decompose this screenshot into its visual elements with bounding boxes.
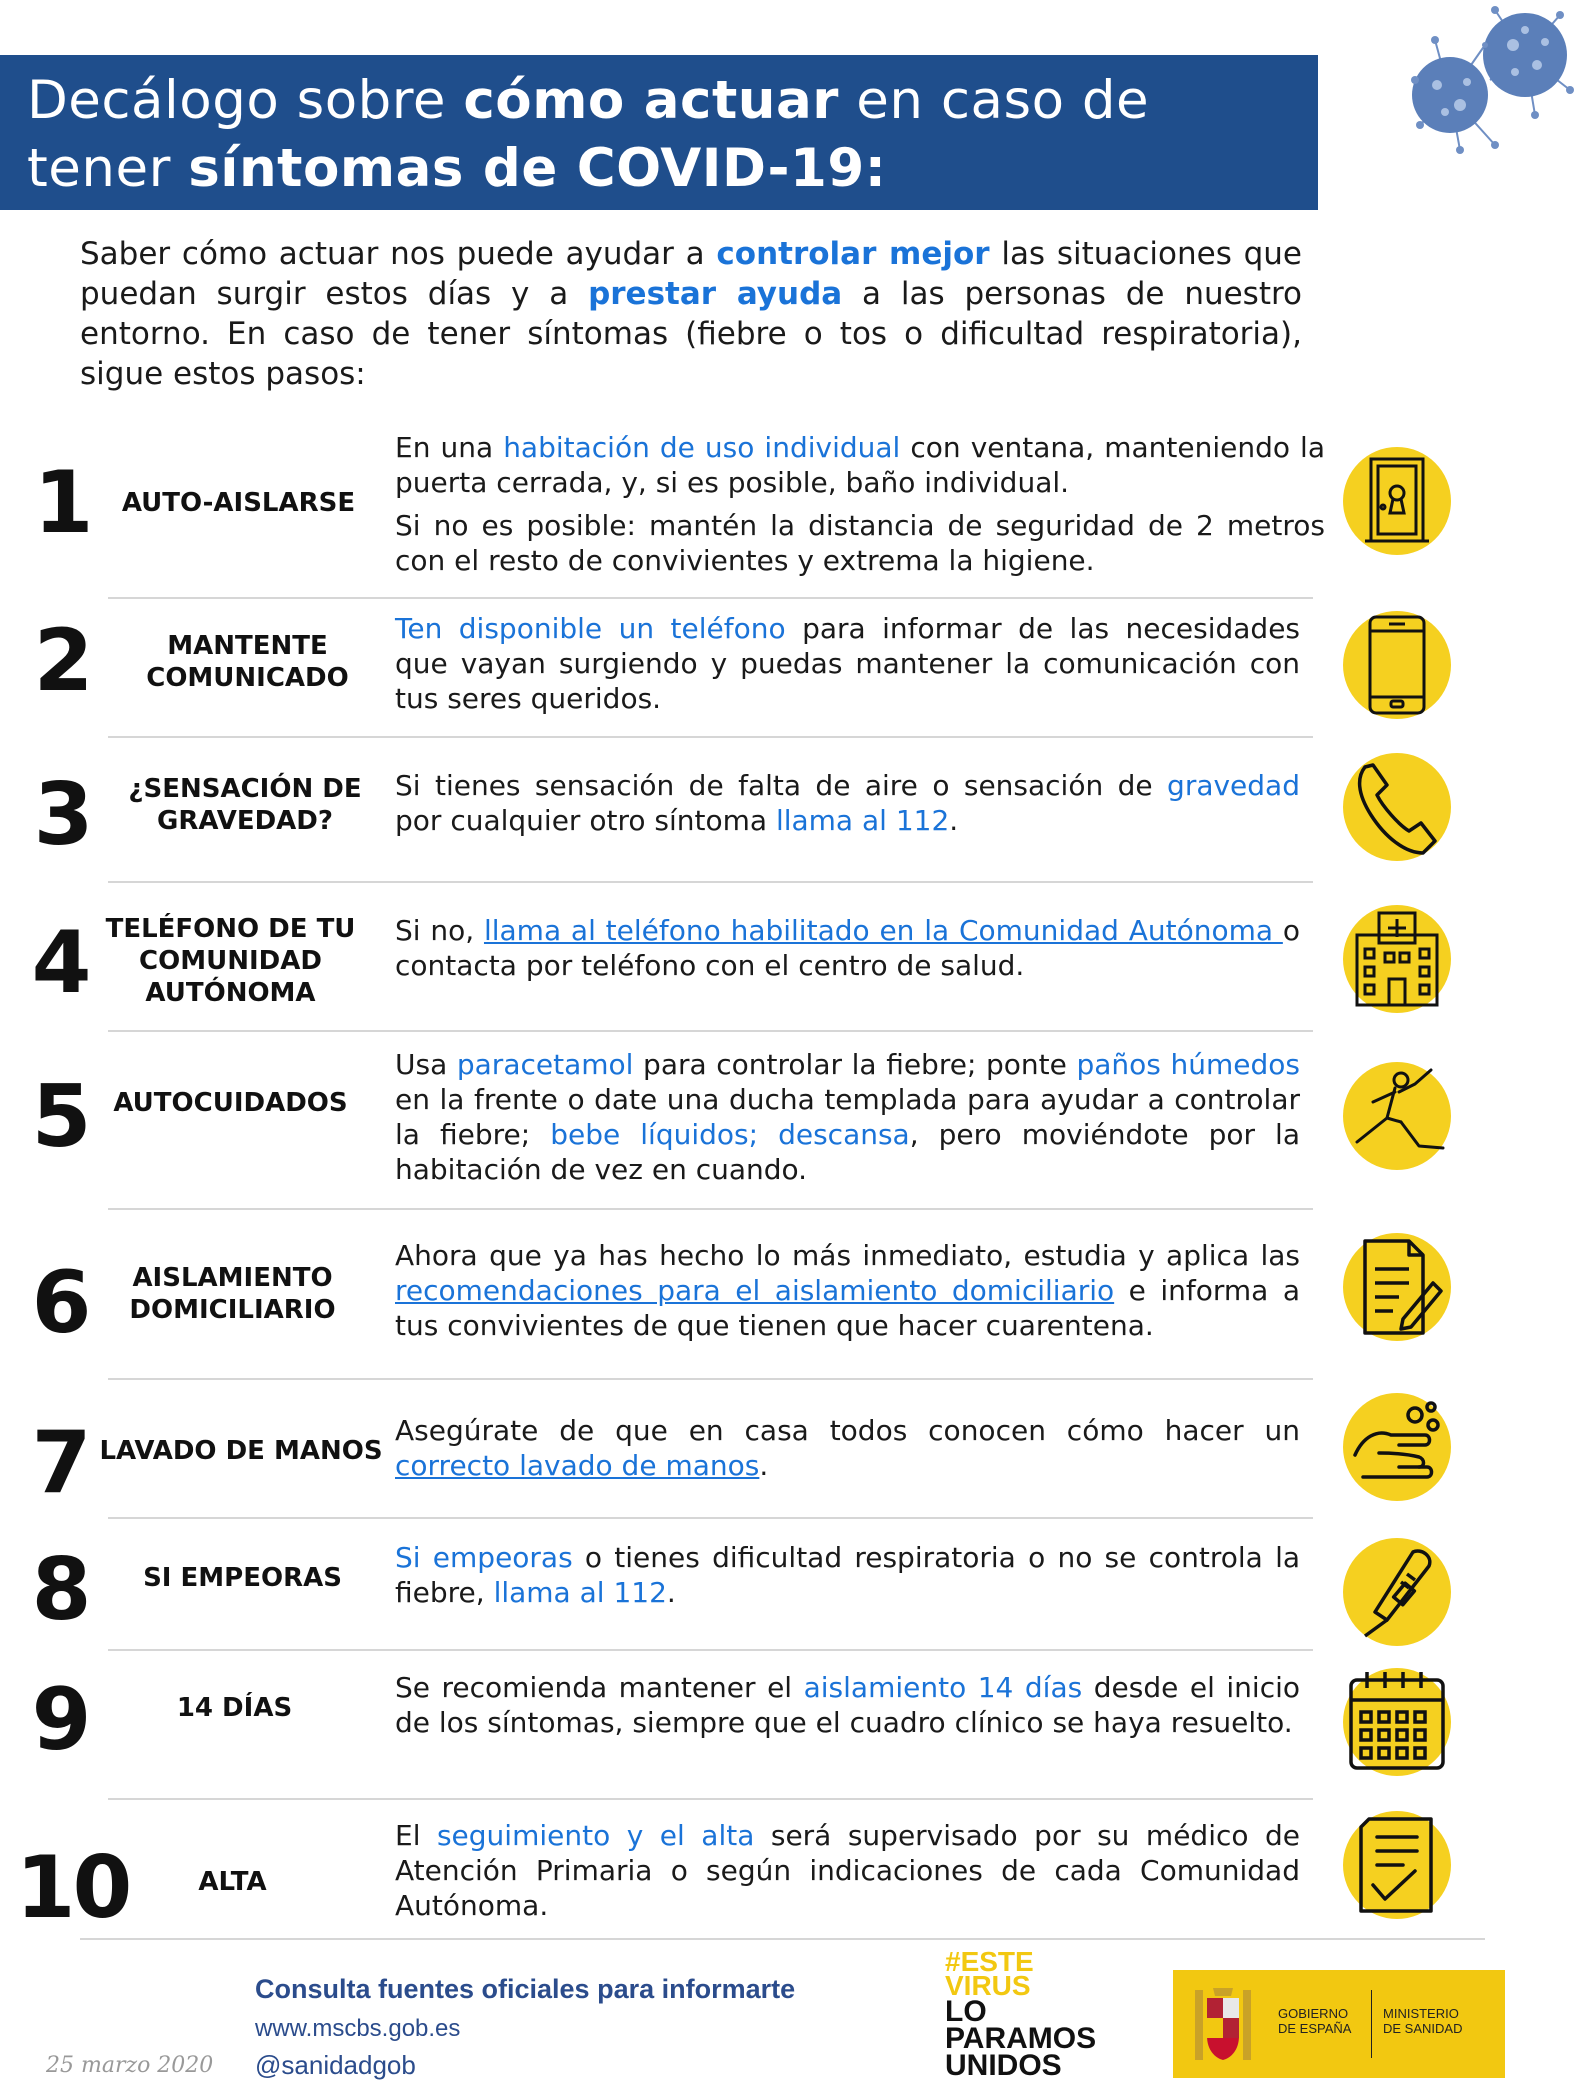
step-number: 8 [31, 1540, 89, 1640]
publication-date: 25 marzo 2020 [46, 2053, 214, 2078]
twitter-handle-link[interactable]: @sanidadgob [255, 2050, 416, 2080]
ministry-name: MINISTERIO DE SANIDAD [1383, 2006, 1463, 2036]
step-text: Usa paracetamol para controlar la fiebre; ponte paños húmedos en la frente o date una ducha templada para ayudar a controlar la fiebre; bebe líquidos; descansa, pero moviéndote por la habitación de vez en cuando. [395, 1048, 1301, 1186]
divider [108, 736, 1313, 738]
step-number: 6 [31, 1253, 89, 1353]
step-label: AUTOCUIDADOS [113, 1088, 348, 1118]
smartphone-icon [1343, 611, 1451, 719]
home-isolation-recommendations-link[interactable]: recomendaciones para el aislamiento domiciliario [395, 1274, 1115, 1307]
footer-divider [80, 1938, 1485, 1940]
thermometer-icon [1343, 1538, 1451, 1646]
campaign-slogan-line-2: PARAMOS [945, 2022, 1097, 2055]
step-text: Ten disponible un teléfono para informar de las necesidades que vayan surgiendo y puedas mantener la comunicación con tus seres queridos. [395, 612, 1301, 715]
government-logo [1173, 1970, 1505, 2078]
steps-list [0, 425, 1575, 1940]
step-number: 1 [33, 453, 91, 553]
step-number: 4 [31, 913, 89, 1013]
step-number: 9 [31, 1670, 89, 1770]
campaign-slogan-line-3: UNIDOS [945, 2049, 1062, 2082]
step-text: Asegúrate de que en casa todos conocen cómo hacer un correcto lavado de manos. [395, 1414, 1300, 1482]
handwashing-icon [1343, 1393, 1451, 1501]
step-number: 7 [31, 1413, 89, 1513]
campaign-hashtag-line-2: VIRUS [945, 1970, 1031, 2001]
logo-separator [1371, 1990, 1372, 2058]
step-label: LAVADO DE MANOS [99, 1436, 383, 1466]
page-title-line-2: tener síntomas de COVID-19: [27, 138, 887, 199]
title-banner [0, 55, 1318, 210]
government-name: GOBIERNO DE ESPAÑA [1278, 2006, 1352, 2036]
door-keyhole-icon [1343, 447, 1451, 555]
campaign-hashtag-line-1: #ESTE [945, 1946, 1034, 1977]
footer-title: Consulta fuentes oficiales para informarte [255, 1974, 796, 2004]
step-text: Si no, llama al teléfono habilitado en la Comunidad Autónoma o contacta por teléfono con el centro de salud. [395, 914, 1300, 982]
virus-illustration-icon [1375, 0, 1575, 185]
page-title-line-1: Decálogo sobre cómo actuar en caso de [27, 70, 1150, 131]
handwashing-guide-link[interactable]: correcto lavado de manos [395, 1449, 760, 1482]
step-number: 5 [31, 1067, 89, 1167]
step-number: 10 [15, 1838, 130, 1938]
divider [108, 1030, 1313, 1032]
step-text: Ahora que ya has hecho lo más inmediato, estudia y aplica las recomendaciones para el aislamiento domiciliario e informa a tus convivientes de que tienen que hacer cuarentena. [395, 1239, 1300, 1342]
hospital-icon [1343, 905, 1451, 1013]
step-label: ALTA [198, 1867, 267, 1897]
campaign-logo [945, 1946, 1155, 2082]
step-label: AISLAMIENTO DOMICILIARIO [129, 1263, 336, 1325]
step-text: Si empeoras o tienes dificultad respiratoria o no se controla la fiebre, llama al 112. [395, 1541, 1301, 1609]
divider [108, 1208, 1313, 1210]
coat-of-arms-icon [1191, 1984, 1255, 2066]
divider [108, 881, 1313, 883]
step-label: ¿SENSACIÓN DE GRAVEDAD? [128, 774, 362, 836]
step-text: En una habitación de uso individual con ventana, manteniendo la puerta cerrada, y, si es posible, baño individual. Si no es posible: mantén la distancia de seguridad de 2 metros con el resto de convivientes y extrema la higiene. [395, 431, 1325, 577]
divider [108, 1378, 1313, 1380]
step-text: Se recomienda mantener el aislamiento 14 días desde el inicio de los síntomas, siempre que el cuadro clínico se haya resuelto. [395, 1671, 1300, 1739]
document-pen-icon [1343, 1233, 1451, 1341]
step-label: SI EMPEORAS [143, 1563, 342, 1593]
step-text: El seguimiento y el alta será supervisado por su médico de Atención Primaria o según indicaciones de cada Comunidad Autónoma. [395, 1819, 1300, 1922]
step-label: 14 DÍAS [176, 1693, 293, 1723]
divider [108, 597, 1313, 599]
divider [108, 1517, 1313, 1519]
divider [108, 1798, 1313, 1800]
step-number: 3 [33, 765, 91, 865]
step-label: AUTO-AISLARSE [121, 488, 356, 518]
step-label: TELÉFONO DE TU COMUNIDAD AUTÓNOMA [105, 914, 356, 1008]
calendar-icon [1343, 1668, 1451, 1776]
stretching-person-icon [1343, 1062, 1451, 1170]
checklist-document-icon [1343, 1811, 1451, 1919]
step-label: MANTENTE COMUNICADO [146, 631, 349, 693]
step-number: 2 [33, 611, 91, 711]
step-text: Si tienes sensación de falta de aire o sensación de gravedad por cualquier otro síntoma llama al 112. [395, 769, 1300, 837]
autonomous-community-phone-link[interactable]: llama al teléfono habilitado en la Comunidad Autónoma [483, 914, 1283, 947]
campaign-slogan-line-1: LO [945, 1995, 987, 2028]
phone-handset-icon [1343, 753, 1451, 861]
ministry-website-link[interactable]: www.mscbs.gob.es [255, 2015, 461, 2042]
divider [108, 1649, 1313, 1651]
intro-paragraph: Saber cómo actuar nos puede ayudar a controlar mejor las situaciones que puedan surgir estos días y a prestar ayuda a las personas de nuestro entorno. En caso de tener síntomas (fiebre o tos o dificultad respiratoria), sigue estos pasos: [80, 236, 1303, 392]
